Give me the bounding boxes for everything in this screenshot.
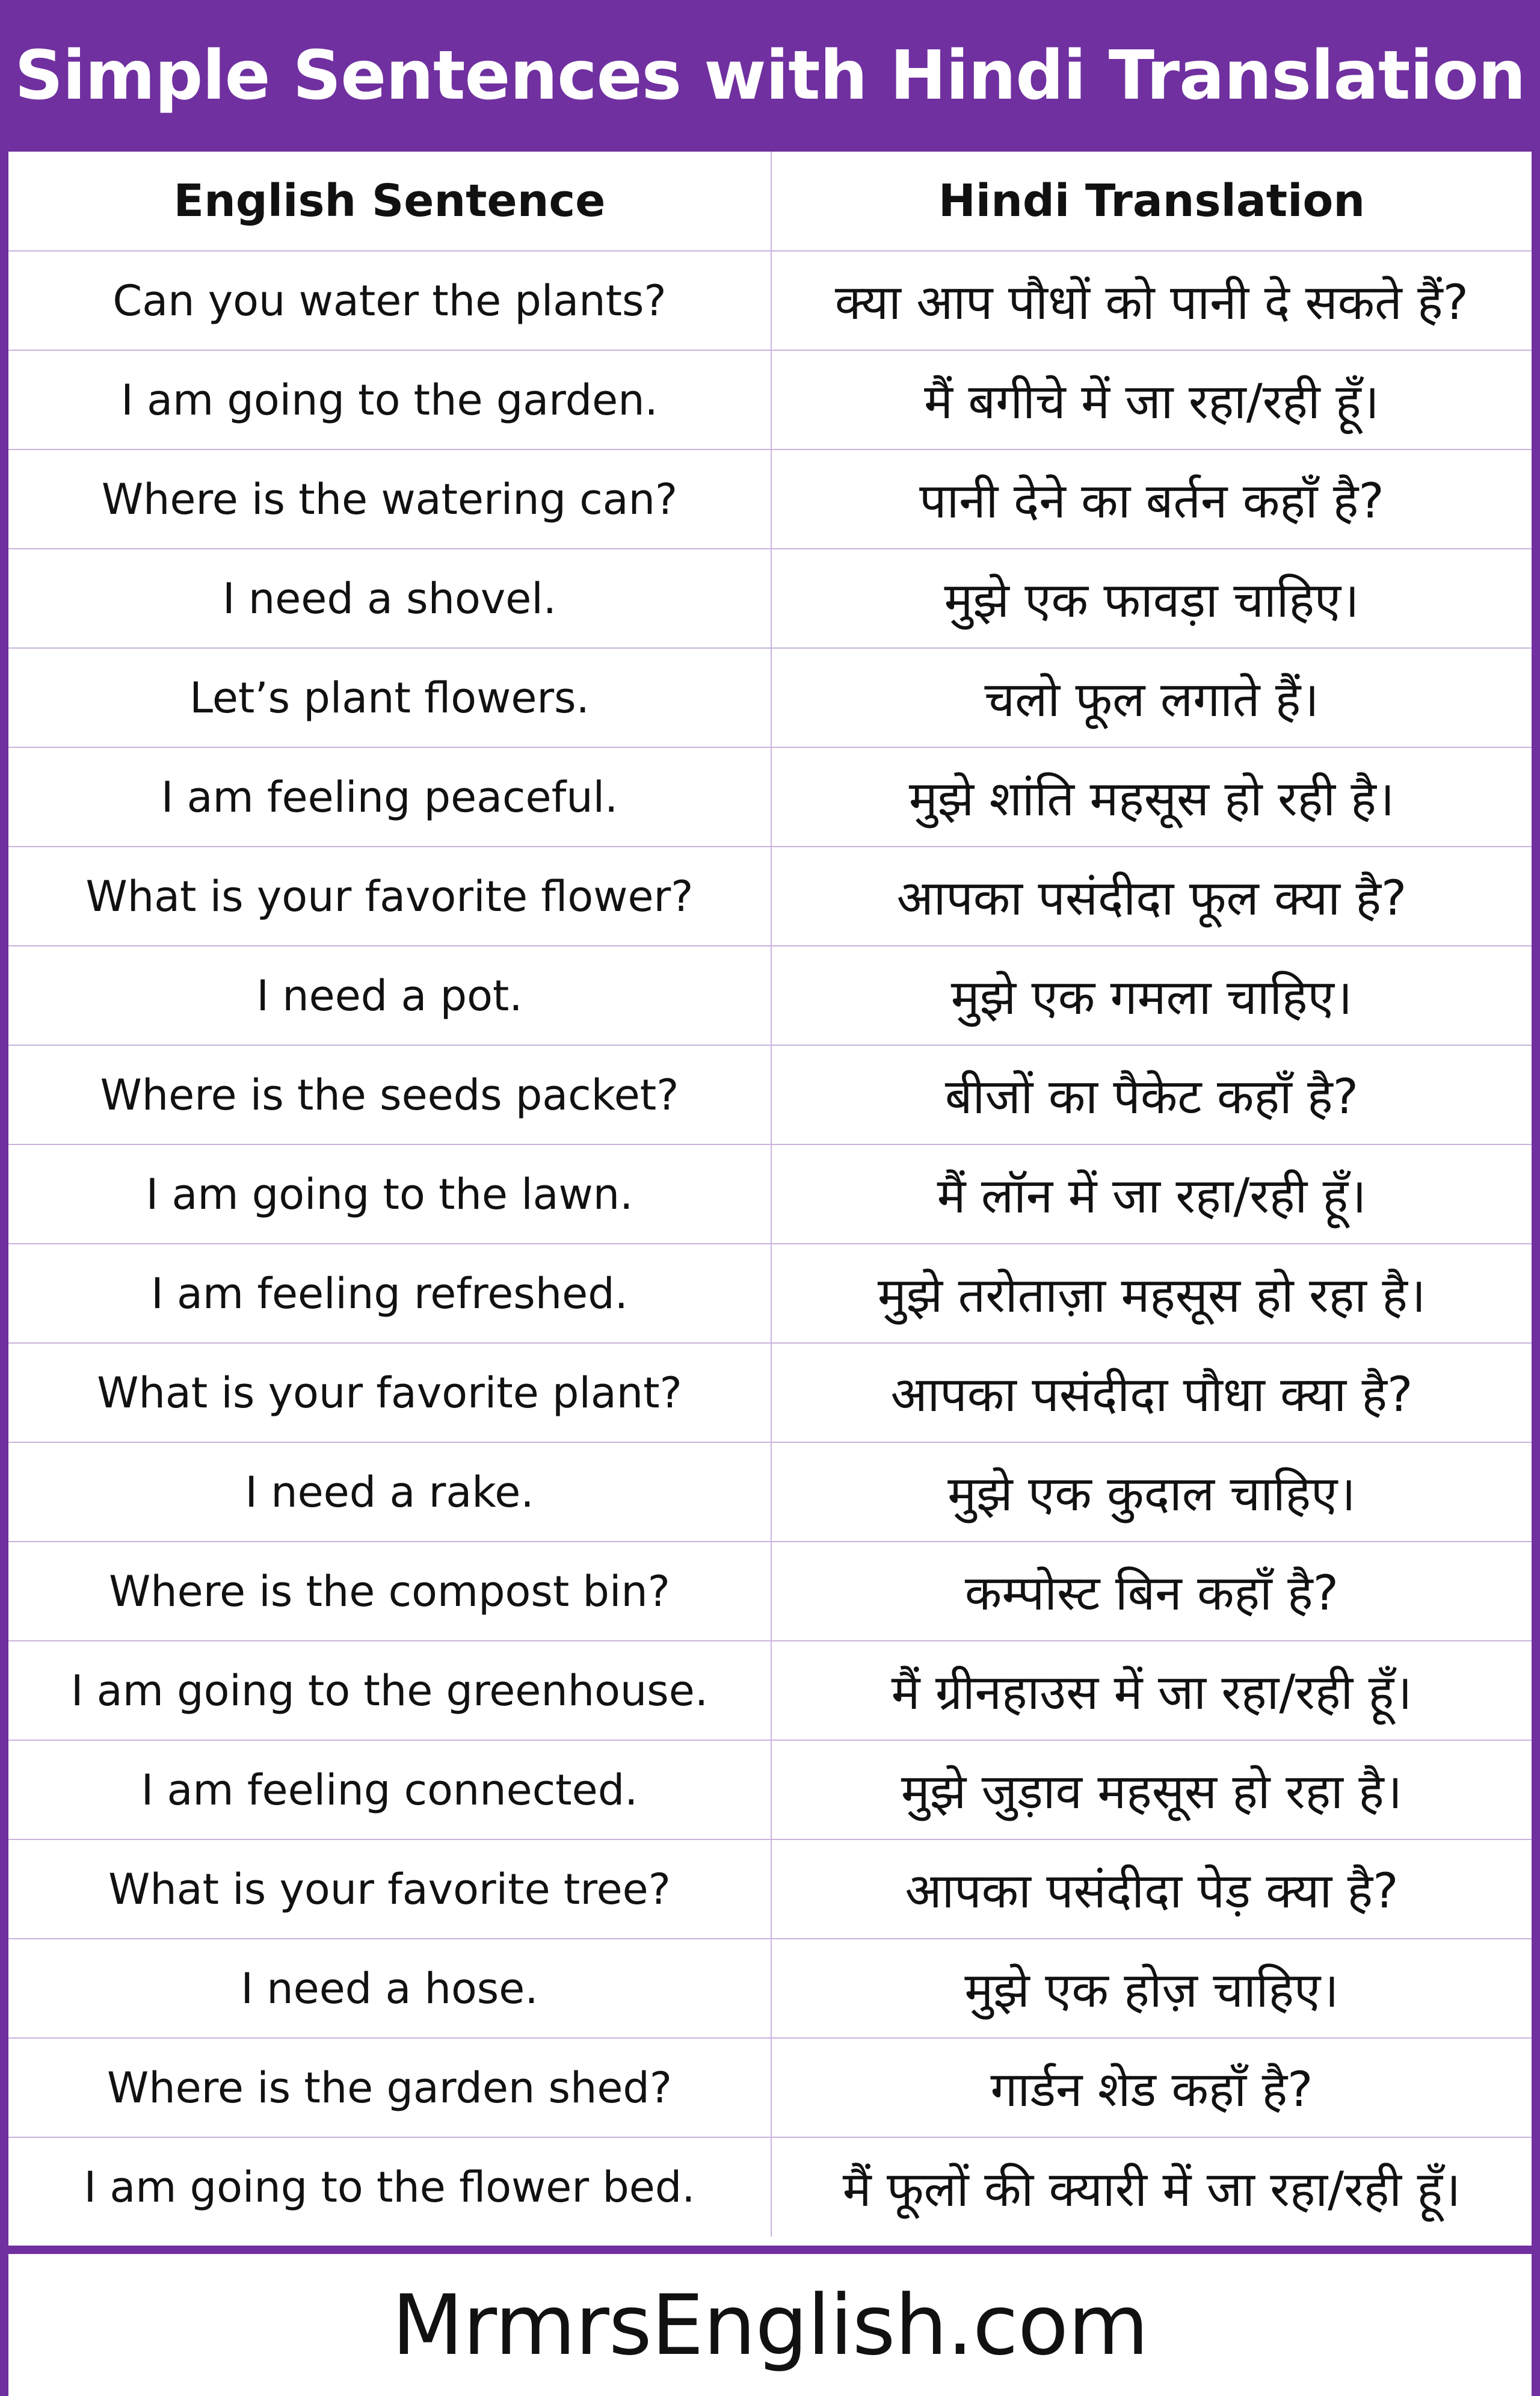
table-row — [8, 2038, 1532, 2137]
english-cell: I am going to the garden. — [8, 350, 771, 449]
english-cell: I need a rake. — [8, 1442, 771, 1542]
english-cell: What is your favorite flower? — [8, 847, 771, 946]
page-title: Simple Sentences with Hindi Translation — [14, 37, 1526, 115]
header-english: English Sentence — [8, 152, 771, 251]
english-cell: I need a shovel. — [8, 549, 771, 648]
hindi-cell: क्या आप पौधों को पानी दे सकते हैं? — [771, 251, 1532, 350]
hindi-cell: बीजों का पैकेट कहाँ है? — [771, 1045, 1532, 1144]
header-row — [8, 152, 1532, 251]
hindi-cell: मुझे जुड़ाव महसूस हो रहा है। — [771, 1740, 1532, 1839]
hindi-cell: मैं बगीचे में जा रहा/रही हूँ। — [771, 350, 1532, 449]
english-cell: I am going to the lawn. — [8, 1144, 771, 1244]
table-row — [8, 350, 1532, 449]
table-row — [8, 1244, 1532, 1343]
table-row — [8, 1542, 1532, 1641]
english-cell: Can you water the plants? — [8, 251, 771, 350]
hindi-cell: आपका पसंदीदा पौधा क्या है? — [771, 1343, 1532, 1442]
english-cell: Where is the seeds packet? — [8, 1045, 771, 1144]
hindi-cell: पानी देने का बर्तन कहाँ है? — [771, 449, 1532, 549]
english-cell: I am feeling refreshed. — [8, 1244, 771, 1343]
header-hindi: Hindi Translation — [771, 152, 1532, 251]
table-row — [8, 847, 1532, 946]
hindi-cell: आपका पसंदीदा पेड़ क्या है? — [771, 1839, 1532, 1939]
table-row — [8, 1641, 1532, 1740]
hindi-cell: मुझे शांति महसूस हो रही है। — [771, 747, 1532, 847]
table-row — [8, 1343, 1532, 1442]
footer — [8, 2254, 1532, 2396]
hindi-cell: मुझे एक कुदाल चाहिए। — [771, 1442, 1532, 1542]
english-cell: I am feeling connected. — [8, 1740, 771, 1839]
hindi-cell: आपका पसंदीदा फूल क्या है? — [771, 847, 1532, 946]
table-row — [8, 449, 1532, 549]
table-row — [8, 946, 1532, 1045]
hindi-cell: मुझे एक गमला चाहिए। — [771, 946, 1532, 1045]
english-cell: Where is the watering can? — [8, 449, 771, 549]
title-bar — [0, 0, 1540, 152]
english-cell: I am going to the greenhouse. — [8, 1641, 771, 1740]
hindi-cell: गार्डन शेड कहाँ है? — [771, 2038, 1532, 2137]
english-cell: Let’s plant flowers. — [8, 648, 771, 747]
translation-table — [8, 152, 1532, 2237]
english-cell: What is your favorite plant? — [8, 1343, 771, 1442]
table-row — [8, 1442, 1532, 1542]
english-cell: I need a pot. — [8, 946, 771, 1045]
table-row — [8, 1939, 1532, 2038]
english-cell: I need a hose. — [8, 1939, 771, 2038]
hindi-cell: मुझे तरोताज़ा महसूस हो रहा है। — [771, 1244, 1532, 1343]
table-row — [8, 648, 1532, 747]
hindi-cell: चलो फूल लगाते हैं। — [771, 648, 1532, 747]
site-name: MrmrsEnglish.com — [392, 2276, 1148, 2374]
table-row — [8, 549, 1532, 648]
english-cell: Where is the compost bin? — [8, 1542, 771, 1641]
table-area — [8, 152, 1532, 2246]
hindi-cell: मुझे एक फावड़ा चाहिए। — [771, 549, 1532, 648]
table-row — [8, 1839, 1532, 1939]
hindi-cell: मैं फूलों की क्यारी में जा रहा/रही हूँ। — [842, 2161, 1461, 2217]
english-cell: What is your favorite tree? — [8, 1839, 771, 1939]
table-row — [8, 747, 1532, 847]
hindi-cell: मुझे एक होज़ चाहिए। — [771, 1939, 1532, 2038]
english-cell: I am feeling peaceful. — [8, 747, 771, 847]
english-cell: I am going to the flower bed. — [8, 2137, 771, 2237]
hindi-cell: मैं ग्रीनहाउस में जा रहा/रही हूँ। — [771, 1641, 1532, 1740]
table-row — [8, 1144, 1532, 1244]
table-row — [8, 251, 1532, 350]
table-row — [8, 1045, 1532, 1144]
hindi-cell: मैं लॉन में जा रहा/रही हूँ। — [771, 1144, 1532, 1244]
table-row — [8, 1740, 1532, 1839]
table-row — [8, 2137, 1532, 2237]
hindi-cell: कम्पोस्ट बिन कहाँ है? — [771, 1542, 1532, 1641]
english-cell: Where is the garden shed? — [8, 2038, 771, 2137]
